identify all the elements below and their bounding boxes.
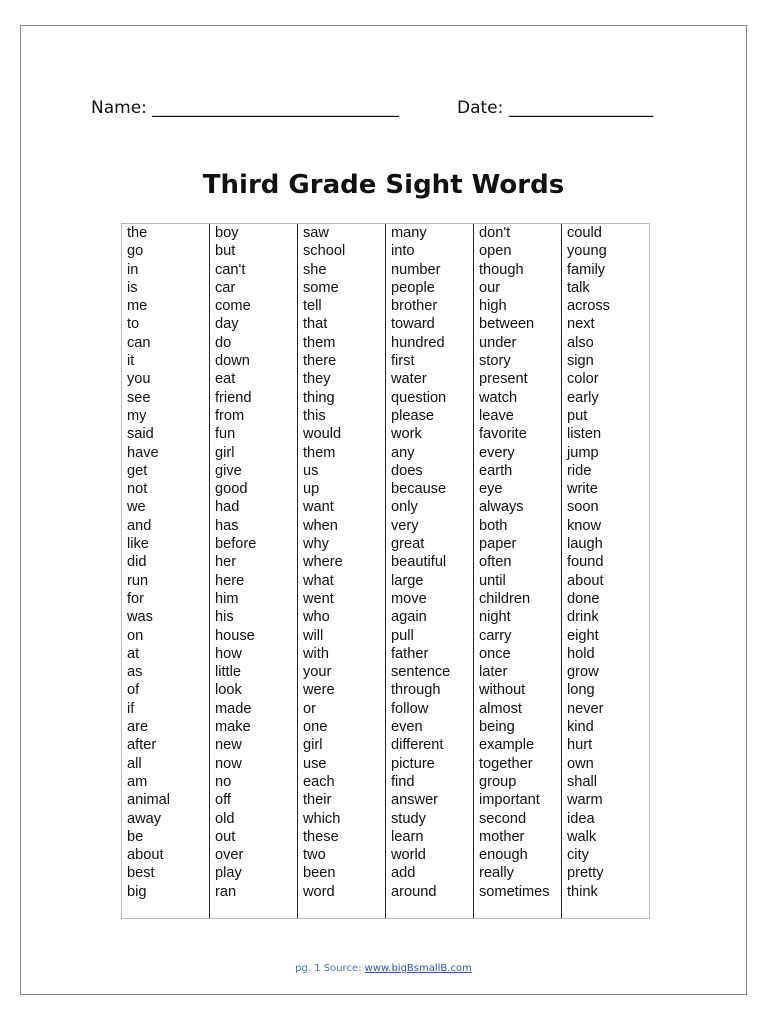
sight-word: look xyxy=(215,682,242,699)
sight-word: good xyxy=(215,481,248,498)
sight-word: was xyxy=(127,609,153,626)
sight-word: now xyxy=(215,755,242,772)
sight-word: some xyxy=(303,279,339,296)
sight-word: soon xyxy=(567,499,599,516)
sight-word: only xyxy=(391,499,418,516)
sight-word: once xyxy=(479,645,511,662)
sight-word: thing xyxy=(303,389,335,406)
sight-word: this xyxy=(303,407,326,424)
sight-word: long xyxy=(567,682,595,699)
sight-word: paper xyxy=(479,536,517,553)
sight-word: be xyxy=(127,828,144,845)
sight-word: in xyxy=(127,261,139,278)
sight-word: high xyxy=(479,298,507,315)
sight-word: on xyxy=(127,627,144,644)
sight-word: over xyxy=(215,847,244,864)
sight-word: around xyxy=(391,883,437,900)
sight-word: group xyxy=(479,773,517,790)
sight-word: early xyxy=(567,389,599,406)
sight-word: don't xyxy=(479,225,511,241)
sight-word: answer xyxy=(391,792,439,809)
sight-word: work xyxy=(391,426,422,443)
sight-word: eat xyxy=(215,371,236,388)
sight-word: which xyxy=(303,810,341,827)
sight-word: our xyxy=(479,279,501,296)
sight-word: across xyxy=(567,298,610,315)
sight-word: talk xyxy=(567,279,590,296)
sight-word: go xyxy=(127,243,144,260)
sight-word: find xyxy=(391,773,415,790)
sight-word: toward xyxy=(391,316,435,333)
sight-word: up xyxy=(303,481,320,498)
sight-word: present xyxy=(479,371,528,388)
sight-word: write xyxy=(567,481,598,498)
sight-word: fun xyxy=(215,426,236,443)
sight-word: out xyxy=(215,828,236,845)
sight-word: jump xyxy=(567,444,599,461)
sight-word: before xyxy=(215,536,257,553)
sight-word: school xyxy=(303,243,346,260)
word-column-3 xyxy=(298,224,386,918)
sight-word: that xyxy=(303,316,328,333)
sight-word: do xyxy=(215,334,232,351)
word-column-6 xyxy=(562,224,650,918)
sight-word: is xyxy=(127,279,138,296)
sight-word: until xyxy=(479,572,506,589)
sight-word: would xyxy=(303,426,342,443)
sight-word: can't xyxy=(215,261,246,278)
sight-word: earth xyxy=(479,462,513,479)
sight-word: beautiful xyxy=(391,554,447,571)
sight-word: night xyxy=(479,609,511,626)
sight-word: no xyxy=(215,773,232,790)
sight-word: great xyxy=(391,536,425,553)
sight-word: best xyxy=(127,865,155,882)
sight-word: because xyxy=(391,481,447,498)
sight-word: again xyxy=(391,609,427,626)
worksheet-page xyxy=(20,25,747,995)
sight-word: add xyxy=(391,865,416,882)
sight-word: being xyxy=(479,719,515,736)
sight-word: large xyxy=(391,572,424,589)
sight-word: many xyxy=(391,225,427,241)
sight-word: said xyxy=(127,426,154,443)
sight-word: word xyxy=(303,883,335,900)
sight-word: put xyxy=(567,407,588,424)
sight-word: picture xyxy=(391,755,435,772)
sight-word: tell xyxy=(303,298,322,315)
sight-word: car xyxy=(215,279,236,296)
word-column-4 xyxy=(386,224,474,918)
sight-word: story xyxy=(479,353,511,370)
sight-word: follow xyxy=(391,700,429,717)
sight-word: father xyxy=(391,645,429,662)
sight-word: we xyxy=(127,499,146,516)
sight-word: learn xyxy=(391,828,424,845)
sight-word: open xyxy=(479,243,512,260)
date-field-label: Date: _________________ xyxy=(457,98,654,118)
page-title: Third Grade Sight Words xyxy=(202,170,565,200)
sight-word: eight xyxy=(567,627,599,644)
sight-word: not xyxy=(127,481,148,498)
sight-word: idea xyxy=(567,810,595,827)
sight-word: as xyxy=(127,664,143,681)
word-column-1 xyxy=(122,224,210,918)
sight-word: were xyxy=(303,682,335,699)
sight-word: use xyxy=(303,755,327,772)
sight-word: sign xyxy=(567,353,594,370)
sight-word: girl xyxy=(303,737,323,754)
sight-word: please xyxy=(391,407,435,424)
sight-word: get xyxy=(127,462,148,479)
sight-word: hurt xyxy=(567,737,593,754)
sight-word: but xyxy=(215,243,236,260)
sight-word: also xyxy=(567,334,594,351)
sight-word: or xyxy=(303,700,316,717)
sight-word: watch xyxy=(479,389,518,406)
sight-word: him xyxy=(215,590,239,607)
sight-word: though xyxy=(479,261,524,278)
page-footer xyxy=(21,963,746,974)
sight-word: see xyxy=(127,389,151,406)
sight-word: sentence xyxy=(391,664,451,681)
sight-word: me xyxy=(127,298,148,315)
sight-word: what xyxy=(303,572,334,589)
sight-word: made xyxy=(215,700,252,717)
sight-word: friend xyxy=(215,389,252,406)
sight-word: walk xyxy=(567,828,597,845)
sight-words-table xyxy=(121,223,650,919)
sight-word: very xyxy=(391,517,419,534)
sight-word: eye xyxy=(479,481,503,498)
sight-word: did xyxy=(127,554,147,571)
sight-word: give xyxy=(215,462,242,479)
sight-word: sometimes xyxy=(479,883,550,900)
sight-word: move xyxy=(391,590,427,607)
sight-word: question xyxy=(391,389,447,406)
sight-word: girl xyxy=(215,444,235,461)
sight-word: big xyxy=(127,883,147,900)
sight-word: make xyxy=(215,719,251,736)
sight-word: animal xyxy=(127,792,170,809)
sight-word: next xyxy=(567,316,595,333)
footer-source-prefix: pg. 1 Source: xyxy=(295,963,365,974)
name-field-label: Name: _____________________________ xyxy=(91,98,399,118)
sight-word: boy xyxy=(215,225,239,241)
sight-word: new xyxy=(215,737,242,754)
sight-word: warm xyxy=(567,792,603,809)
sight-word: old xyxy=(215,810,235,827)
sight-word: where xyxy=(303,554,343,571)
sight-word: pretty xyxy=(567,865,604,882)
sight-word: at xyxy=(127,645,140,662)
sight-word: she xyxy=(303,261,327,278)
sight-word: favorite xyxy=(479,426,527,443)
sight-word: house xyxy=(215,627,255,644)
sight-word: have xyxy=(127,444,159,461)
sight-word: his xyxy=(215,609,234,626)
sight-word: later xyxy=(479,664,508,681)
sight-word: color xyxy=(567,371,599,388)
sight-word: hold xyxy=(567,645,595,662)
sight-word: will xyxy=(303,627,324,644)
sight-word: between xyxy=(479,316,535,333)
sight-word: away xyxy=(127,810,162,827)
sight-word: found xyxy=(567,554,604,571)
sight-word: carry xyxy=(479,627,512,644)
sight-word: think xyxy=(567,883,598,900)
sight-word: their xyxy=(303,792,332,809)
sight-word: world xyxy=(391,847,426,864)
sight-word: brother xyxy=(391,298,438,315)
sight-word: does xyxy=(391,462,423,479)
sight-word: done xyxy=(567,590,600,607)
sight-word: there xyxy=(303,353,337,370)
sight-word: under xyxy=(479,334,517,351)
sight-word: hundred xyxy=(391,334,445,351)
sight-word: us xyxy=(303,462,319,479)
sight-word: if xyxy=(127,700,135,717)
sight-word: leave xyxy=(479,407,514,424)
sight-word: little xyxy=(215,664,241,681)
sight-word: about xyxy=(567,572,604,589)
sight-word: children xyxy=(479,590,531,607)
sight-word: they xyxy=(303,371,331,388)
sight-word: all xyxy=(127,755,142,772)
sight-word: both xyxy=(479,517,508,534)
sight-word: mother xyxy=(479,828,525,845)
sight-word: saw xyxy=(303,225,329,241)
sight-word: young xyxy=(567,243,607,260)
source-link[interactable]: www.bigBsmallB.com xyxy=(364,963,472,974)
sight-word: example xyxy=(479,737,535,754)
sight-word: to xyxy=(127,316,140,333)
sight-word: had xyxy=(215,499,240,516)
sight-word: are xyxy=(127,719,149,736)
sight-word: own xyxy=(567,755,594,772)
sight-word: pull xyxy=(391,627,414,644)
sight-word: really xyxy=(479,865,514,882)
sight-word: grow xyxy=(567,664,599,681)
sight-word: them xyxy=(303,444,336,461)
sight-word: when xyxy=(303,517,338,534)
sight-word: listen xyxy=(567,426,602,443)
sight-word: of xyxy=(127,682,140,699)
sight-word: often xyxy=(479,554,512,571)
sight-word: about xyxy=(127,847,164,864)
sight-word: two xyxy=(303,847,326,864)
sight-word: has xyxy=(215,517,239,534)
sight-word: second xyxy=(479,810,527,827)
sight-word: laugh xyxy=(567,536,603,553)
sight-word: am xyxy=(127,773,148,790)
sight-word: could xyxy=(567,225,602,241)
sight-word: without xyxy=(479,682,526,699)
sight-word: here xyxy=(215,572,245,589)
sight-word: ran xyxy=(215,883,237,900)
sight-word: water xyxy=(391,371,427,388)
sight-word: every xyxy=(479,444,515,461)
sight-word: together xyxy=(479,755,533,772)
sight-word: almost xyxy=(479,700,522,717)
sight-word: with xyxy=(303,645,329,662)
sight-word: like xyxy=(127,536,149,553)
sight-word: play xyxy=(215,865,242,882)
sight-word: even xyxy=(391,719,423,736)
sight-word: through xyxy=(391,682,441,699)
sight-word: off xyxy=(215,792,231,809)
sight-word: city xyxy=(567,847,589,864)
sight-word: run xyxy=(127,572,149,589)
sight-word: number xyxy=(391,261,441,278)
sight-word: people xyxy=(391,279,435,296)
sight-word: them xyxy=(303,334,336,351)
sight-word: down xyxy=(215,353,250,370)
sight-word: why xyxy=(303,536,329,553)
sight-word: into xyxy=(391,243,415,260)
sight-word: your xyxy=(303,664,332,681)
sight-word: these xyxy=(303,828,339,845)
sight-word: drink xyxy=(567,609,599,626)
sight-word: important xyxy=(479,792,540,809)
sight-word: been xyxy=(303,865,336,882)
sight-word: you xyxy=(127,371,151,388)
sight-word: never xyxy=(567,700,604,717)
sight-word: one xyxy=(303,719,328,736)
sight-word: know xyxy=(567,517,602,534)
sight-word: different xyxy=(391,737,444,754)
sight-word: first xyxy=(391,353,415,370)
sight-word: after xyxy=(127,737,157,754)
sight-word: enough xyxy=(479,847,528,864)
sight-word: the xyxy=(127,225,148,241)
sight-word: who xyxy=(303,609,330,626)
sight-word: kind xyxy=(567,719,594,736)
sight-word: it xyxy=(127,353,135,370)
word-column-2 xyxy=(210,224,298,918)
sight-word: from xyxy=(215,407,245,424)
sight-word: want xyxy=(303,499,334,516)
word-column-5 xyxy=(474,224,562,918)
sight-word: my xyxy=(127,407,147,424)
sight-word: shall xyxy=(567,773,598,790)
sight-word: family xyxy=(567,261,606,278)
sight-word: study xyxy=(391,810,426,827)
sight-word: always xyxy=(479,499,524,516)
sight-word: ride xyxy=(567,462,592,479)
sight-word: come xyxy=(215,298,251,315)
sight-word: her xyxy=(215,554,237,571)
sight-word: any xyxy=(391,444,415,461)
sight-word: and xyxy=(127,517,152,534)
sight-word: each xyxy=(303,773,335,790)
sight-word: day xyxy=(215,316,239,333)
sight-word: for xyxy=(127,590,145,607)
sight-word: can xyxy=(127,334,151,351)
sight-word: went xyxy=(303,590,334,607)
sight-word: how xyxy=(215,645,242,662)
